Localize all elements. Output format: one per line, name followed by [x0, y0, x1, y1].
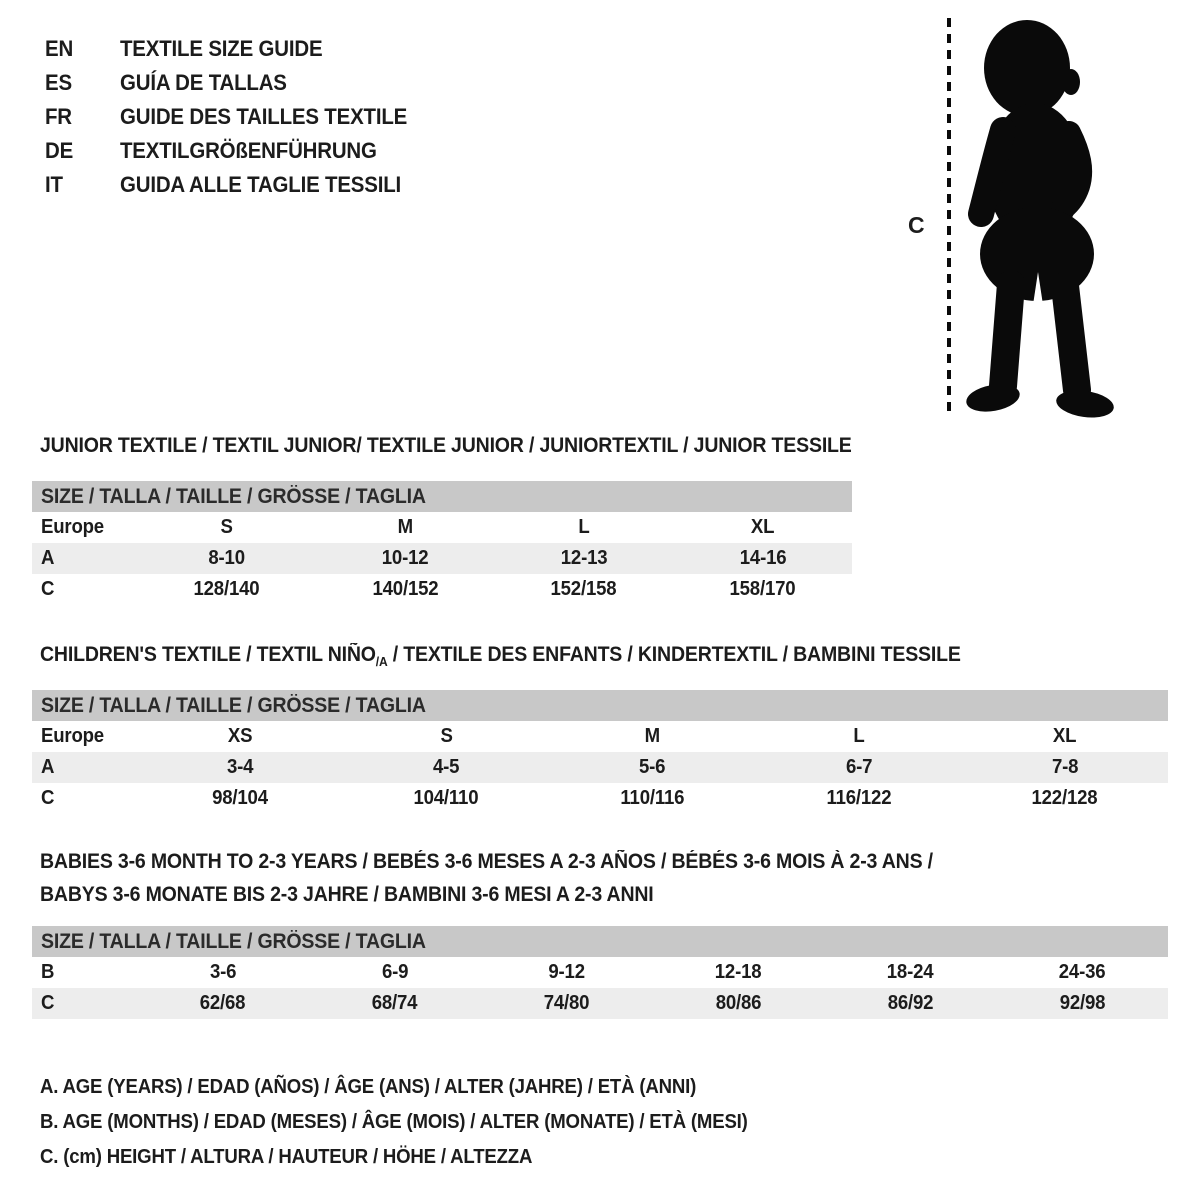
table-row — [32, 957, 1168, 988]
lang-title: TEXTILE SIZE GUIDE — [120, 36, 323, 61]
size-value: 74/80 — [543, 992, 590, 1014]
size-header-bar: SIZE / TALLA / TAILLE / GRÖSSE / TAGLIA — [32, 926, 1168, 957]
size-value: 122/128 — [1031, 787, 1098, 809]
size-value: S — [440, 725, 453, 747]
size-value: 116/122 — [826, 787, 892, 809]
size-value: 6-9 — [381, 961, 408, 983]
lang-row-fr — [45, 100, 429, 134]
lang-title: TEXTILGRÖßENFÜHRUNG — [120, 138, 377, 163]
footnote-a: A. AGE (YEARS) / EDAD (AÑOS) / ÂGE (ANS) / ALTER (JAHRE) / ETÀ (ANNI) — [40, 1076, 697, 1098]
lang-row-it — [45, 168, 429, 202]
table-row — [32, 543, 852, 574]
footnote-c: C. (cm) HEIGHT / ALTURA / HAUTEUR / HÖHE / ALTEZZA — [40, 1146, 533, 1168]
table-row — [32, 752, 1168, 783]
height-measure-dashed-line — [947, 18, 951, 416]
size-value: 80/86 — [715, 992, 762, 1014]
row-label: C — [41, 578, 55, 600]
lang-row-de — [45, 134, 429, 168]
lang-row-es — [45, 66, 429, 100]
size-value: 158/170 — [729, 578, 796, 600]
size-value: L — [578, 516, 590, 538]
babies-section-title-line1: BABIES 3-6 MONTH TO 2-3 YEARS / BEBÉS 3-6 MESES A 2-3 AÑOS / BÉBÉS 3-6 MOIS À 2-3 ANS / — [40, 850, 933, 873]
lang-code: DE — [45, 138, 74, 163]
nino-a-subscript: /A — [375, 654, 388, 669]
size-value: 4-5 — [433, 756, 460, 778]
lang-row-en — [45, 32, 429, 66]
table-row — [32, 574, 852, 605]
size-value: S — [220, 516, 233, 538]
language-title-list — [45, 32, 429, 202]
row-label: Europe — [41, 725, 104, 747]
table-row — [32, 512, 852, 543]
size-value: 68/74 — [371, 992, 418, 1014]
size-value: 12-13 — [560, 547, 608, 569]
size-value: 3-4 — [226, 756, 254, 778]
size-value: 62/68 — [200, 992, 246, 1014]
size-header-bar: SIZE / TALLA / TAILLE / GRÖSSE / TAGLIA — [32, 481, 852, 512]
lang-code: FR — [45, 104, 72, 129]
children-section-title: CHILDREN'S TEXTILE / TEXTIL $NIÑO_{/A}$ / TEXTILE DES ENFANTS / KINDERTEXTIL / BAMBINI TESSILE — [40, 643, 961, 669]
row-label: A — [41, 756, 55, 778]
lang-code: EN — [45, 36, 74, 61]
size-value: 8-10 — [208, 547, 245, 569]
size-value: 18-24 — [886, 961, 934, 983]
children-size-table — [32, 690, 1168, 814]
size-value: 86/92 — [887, 992, 934, 1014]
table-row — [32, 988, 1168, 1019]
size-header-bar: SIZE / TALLA / TAILLE / GRÖSSE / TAGLIA — [32, 690, 1168, 721]
lang-title: GUIDA ALLE TAGLIE TESSILI — [120, 172, 402, 197]
row-label: Europe — [41, 516, 104, 538]
table-row — [32, 783, 1168, 814]
junior-section-title: JUNIOR TEXTILE / TEXTIL JUNIOR/ TEXTILE JUNIOR / JUNIORTEXTIL / JUNIOR TESSILE — [40, 434, 852, 457]
row-label: B — [41, 961, 55, 983]
size-value: 10-12 — [381, 547, 429, 569]
size-value: 9-12 — [548, 961, 585, 983]
size-value: 92/98 — [1059, 992, 1105, 1014]
size-value: XL — [1053, 725, 1077, 747]
size-value: 140/152 — [372, 578, 439, 600]
size-value: 152/158 — [550, 578, 617, 600]
row-label: C — [41, 787, 55, 809]
table-row — [32, 721, 1168, 752]
footnote-legend — [40, 1070, 801, 1175]
junior-size-table — [32, 481, 852, 605]
size-value: 6-7 — [845, 756, 872, 778]
size-value: L — [853, 725, 865, 747]
lang-title: GUIDE DES TAILLES TEXTILE — [120, 104, 408, 129]
size-value: M — [644, 725, 661, 747]
lang-title: GUÍA DE TALLAS — [120, 70, 287, 95]
lang-code: ES — [45, 70, 72, 95]
babies-section-title-line2: BABYS 3-6 MONATE BIS 2-3 JAHRE / BAMBINI 3-6 MESI A 2-3 ANNI — [40, 883, 654, 906]
size-value: 24-36 — [1058, 961, 1106, 983]
size-value: 128/140 — [193, 578, 260, 600]
size-value: M — [397, 516, 413, 538]
lang-code: IT — [45, 172, 63, 197]
height-measure-label: C — [908, 212, 925, 238]
size-value: 104/110 — [413, 787, 479, 809]
size-value: 98/104 — [212, 787, 268, 809]
toddler-silhouette-icon — [963, 18, 1138, 420]
size-value: 14-16 — [739, 547, 786, 569]
size-value: 12-18 — [715, 961, 762, 983]
size-value: XL — [750, 516, 775, 538]
row-label: C — [41, 992, 55, 1014]
babies-size-table — [32, 926, 1168, 1019]
size-value: 3-6 — [209, 961, 237, 983]
size-value: 5-6 — [639, 756, 666, 778]
size-value: XS — [227, 725, 253, 747]
row-label: A — [41, 547, 55, 569]
size-value: 110/116 — [620, 787, 685, 809]
size-value: 7-8 — [1051, 756, 1079, 778]
footnote-b: B. AGE (MONTHS) / EDAD (MESES) / ÂGE (MOIS) / ALTER (MONATE) / ETÀ (MESI) — [40, 1111, 748, 1133]
